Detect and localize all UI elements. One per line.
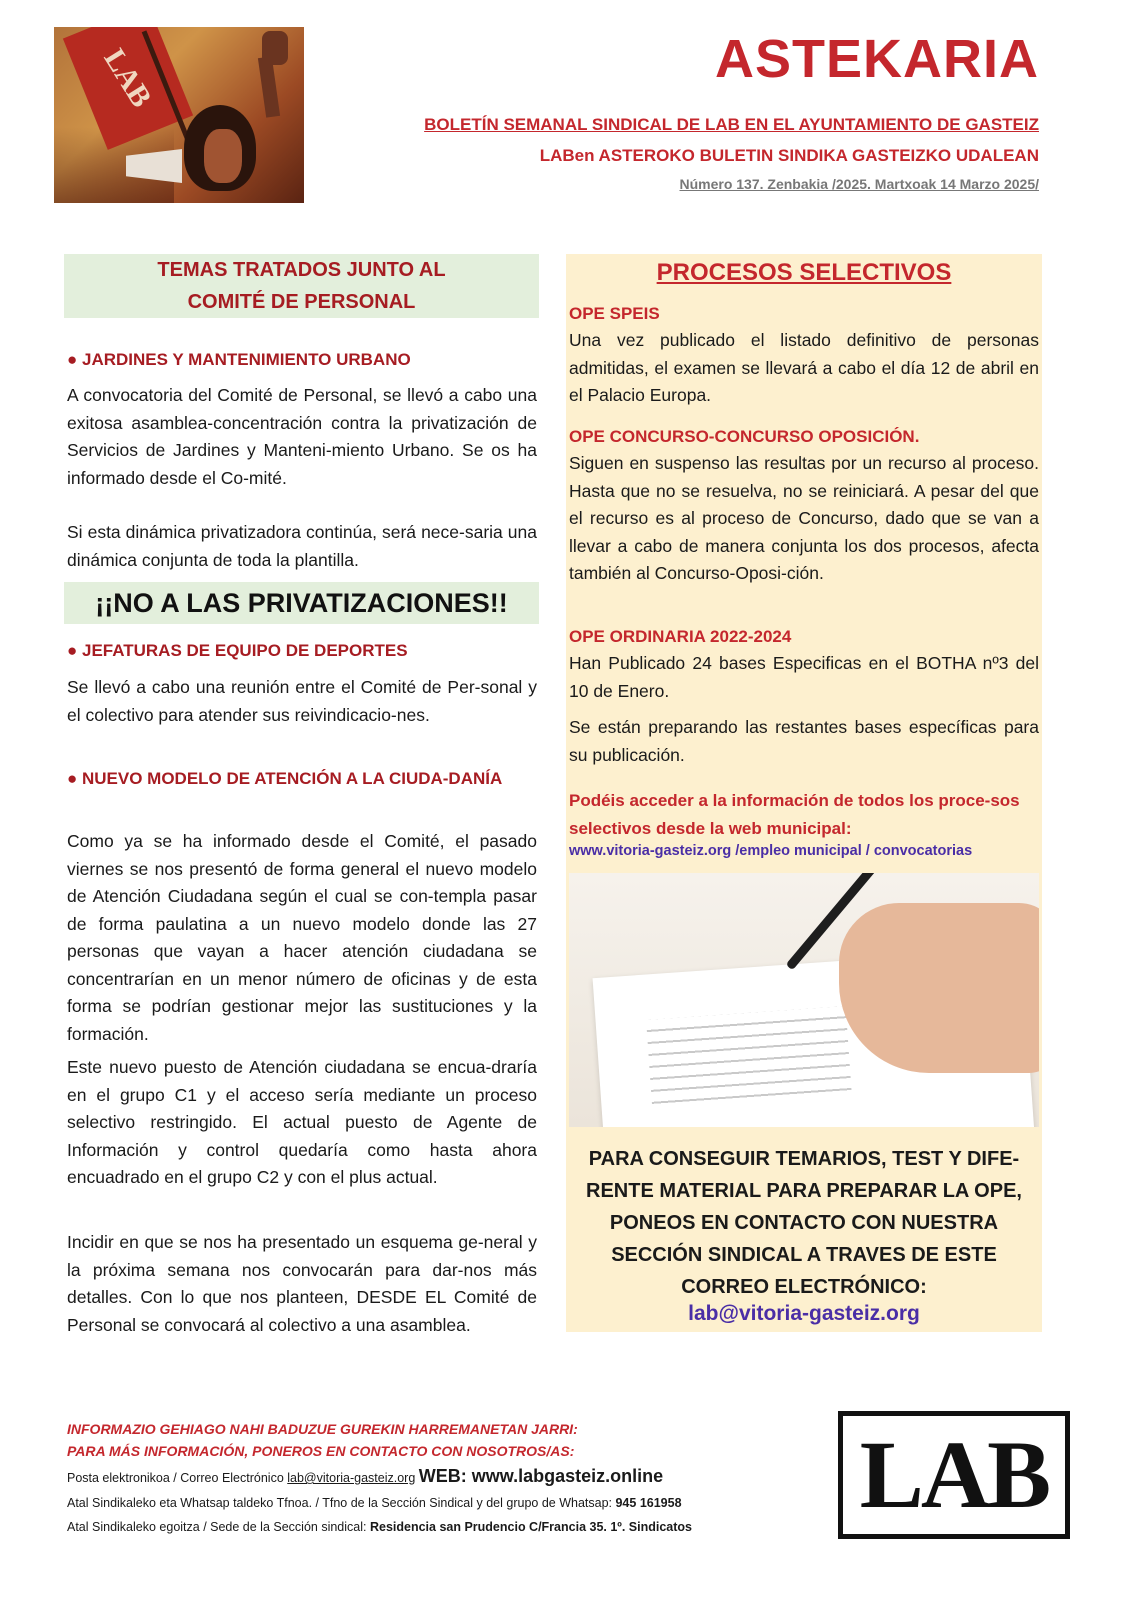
header-hero-image [54, 27, 304, 203]
footer-email-link[interactable]: lab@vitoria-gasteiz.org [287, 1471, 416, 1485]
subtitle-eu: LABen ASTEROKO BULETIN SINDIKA GASTEIZKO UDALEAN [539, 146, 1039, 165]
hero-flag-text: LAB [97, 43, 159, 113]
exam-writing-photo [569, 873, 1039, 1127]
ope-ordinaria-title: OPE ORDINARIA 2022-2024 [569, 627, 792, 646]
footer-email-label: Posta elektronikoa / Correo Electrónico [67, 1471, 288, 1485]
item1-title: ● JARDINES Y MANTENIMIENTO URBANO [67, 350, 411, 369]
footer-address-row [67, 1520, 692, 1534]
slogan-banner: ¡¡NO A LAS PRIVATIZACIONES!! [64, 582, 539, 624]
footer-heading-es: PARA MÁS INFORMACIÓN, PONEROS EN CONTACTO CON NOSOTROS/AS: [67, 1443, 575, 1459]
right-section-title: PROCESOS SELECTIVOS [656, 259, 952, 286]
footer-heading-eu: INFORMAZIO GEHIAGO NAHI BADUZUE GUREKIN HARREMANETAN JARRI: [67, 1421, 578, 1437]
footer-web-link[interactable]: WEB: www.labgasteiz.online [418, 1466, 664, 1486]
lab-logo [838, 1411, 1070, 1539]
item2-paragraph: Se llevó a cabo una reunión entre el Comité de Per-sonal y el colectivo para atender sus reivindicacio-nes. [67, 677, 537, 725]
issue-info: Número 137. Zenbakia /2025. Martxoak 14 Marzo 2025/ [679, 176, 1039, 192]
lab-logo-text: LAB [859, 1421, 1049, 1528]
footer-phone-label: Atal Sindikaleko eta Whatsap taldeko Tfnoa. / Tfno de la Sección Sindical y del grupo de Whatsap: [67, 1496, 616, 1510]
left-heading-line1: TEMAS TRATADOS JUNTO AL [157, 259, 446, 281]
footer-phone-row [67, 1496, 682, 1510]
ope-concurso-text: Siguen en suspenso las resultas por un recurso al proceso. Hasta que no se resuelva, no se reiniciará. A pesar del que el recurso es al proceso de Concurso, dado que se van a llevar a cabo de manera conjunta los dos procesos, afecta también al Concurso-Oposi-ción. [569, 453, 1039, 583]
left-heading-line2: COMITÉ DE PERSONAL [187, 291, 416, 313]
contact-email-link[interactable]: lab@vitoria-gasteiz.org [688, 1302, 920, 1325]
access-info: Podéis acceder a la información de todos los proce-sos selectivos desde la web municipal: [569, 791, 1020, 838]
item3-paragraph-2: Este nuevo puesto de Atención ciudadana se encua-draría en el grupo C1 y el acceso sería mediante un proceso selectivo restringido. El actual puesto de Agente de Información y control quedaría como hasta ahora encuadrado en el grupo C2 y con el plus actual. [67, 1057, 537, 1187]
item1-paragraph: A convocatoria del Comité de Personal, se llevó a cabo una exitosa asamblea-concentración contra la privatización de Servicios de Jardines y Manteni-miento Urbano. Se os ha informado desde el Co-mité. [67, 385, 537, 488]
ope-speis-text: Una vez publicado el listado definitivo de personas admitidas, el examen se llevará a cabo el día 12 de abril en el Palacio Europa. [569, 330, 1039, 405]
ope-ordinaria-text-1: Han Publicado 24 bases Especificas en el BOTHA nº3 del 10 de Enero. [569, 653, 1039, 701]
footer-email-row [67, 1466, 663, 1487]
footer-address: Residencia san Prudencio C/Francia 35. 1º. Sindicatos [369, 1520, 693, 1534]
footer-address-label: Atal Sindikaleko egoitza / Sede de la Sección sindical: [67, 1520, 370, 1534]
ope-speis-title: OPE SPEIS [569, 304, 660, 323]
item3-paragraph-1: Como ya se ha informado desde el Comité, el pasado viernes se nos presentó de forma general el nuevo modelo de Atención Ciudadana según el cual se con-templa pasar de forma paulatina a un nuevo modelo donde las 27 personas que vayan a hacer atención ciudadana se concentrarían en un menor número de oficinas y de esta forma se podrían gestionar mejor las sustituciones y la formación. [67, 831, 537, 1044]
item3-paragraph-3: Incidir en que se nos ha presentado un esquema ge-neral y la próxima semana nos convocarán para dar-nos más detalles. Con lo que nos planteen, DESDE EL Comité de Personal se convocará al colectivo a una asamblea. [67, 1232, 537, 1335]
item1-paragraph-2: Si esta dinámica privatizadora continúa, será nece-saria una dinámica conjunta de toda la plantilla. [67, 522, 537, 570]
contact-callout: PARA CONSEGUIR TEMARIOS, TEST Y DIFE-RENTE MATERIAL PARA PREPARAR LA OPE, PONEOS EN CONTACTO CON NUESTRA SECCIÓN SINDICAL A TRAVES DE ESTE CORREO ELECTRÓNICO: [586, 1148, 1022, 1298]
ope-concurso-title: OPE CONCURSO-CONCURSO OPOSICIÓN. [569, 427, 920, 446]
page-title: ASTEKARIA [714, 29, 1039, 89]
left-section-heading [64, 254, 539, 318]
footer-phone: 945 161958 [615, 1496, 682, 1510]
item2-title: ● JEFATURAS DE EQUIPO DE DEPORTES [67, 641, 408, 660]
ope-ordinaria-text-2: Se están preparando las restantes bases específicas para su publicación. [569, 717, 1039, 765]
item3-title: ● NUEVO MODELO DE ATENCIÓN A LA CIUDA-DANÍA [67, 769, 503, 788]
subtitle-es: BOLETÍN SEMANAL SINDICAL DE LAB EN EL AYUNTAMIENTO DE GASTEIZ [424, 115, 1039, 134]
raised-fist [262, 31, 288, 65]
municipal-web-link[interactable]: www.vitoria-gasteiz.org /empleo municipal / convocatorias [569, 843, 973, 859]
